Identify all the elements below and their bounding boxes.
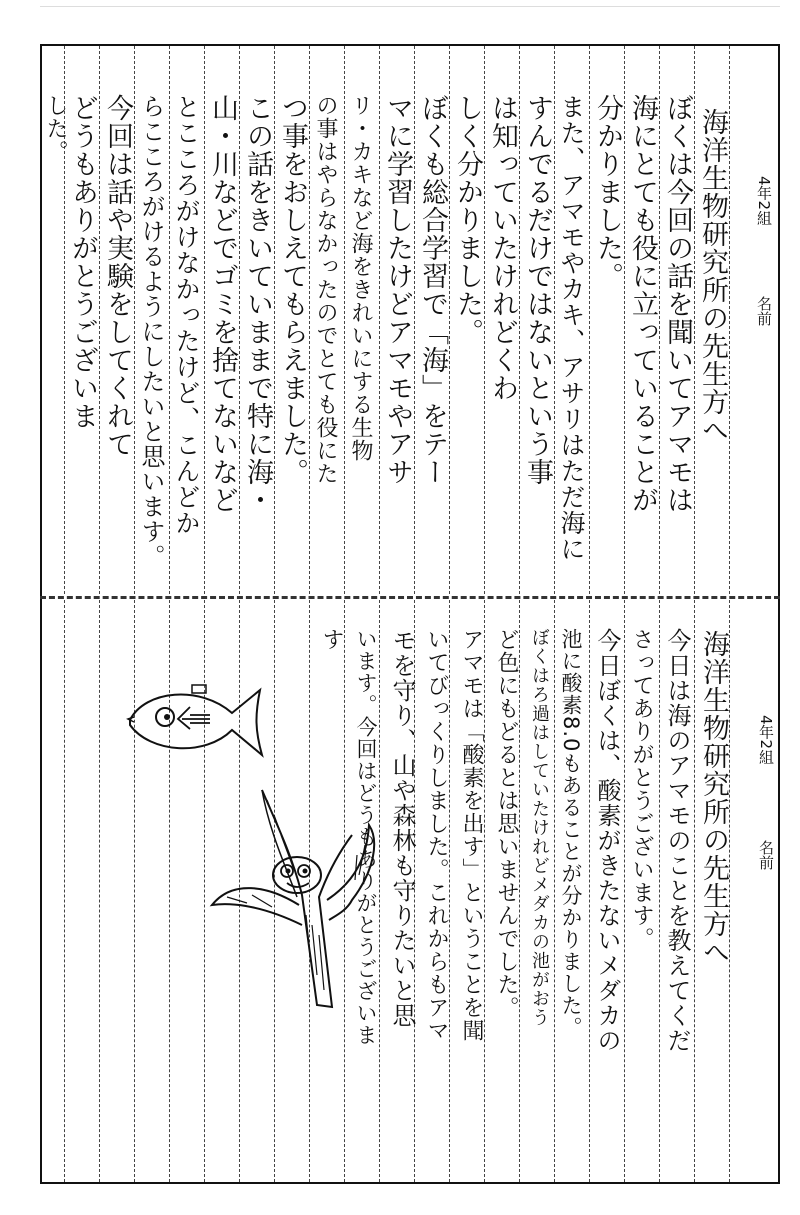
letter-line: ぼくはろ過はしていたけれどメダカの池がおう: [529, 628, 550, 1027]
ruled-line: [589, 46, 590, 594]
upper-letter-sheet: [42, 46, 778, 594]
letter-line: 海洋生物研究所の先生方へ: [697, 108, 728, 444]
letter-line: 今日ぼくは、酸素がきたないメダカの: [593, 628, 621, 1053]
ruled-line: [554, 600, 555, 1182]
letter-line: ど色にもどるとは思いませんでした。: [494, 628, 519, 1019]
lower-letter-sheet: [42, 600, 778, 1182]
letter-line: いてびっくりしました。これからもアマ: [424, 628, 449, 1042]
ruled-line: [64, 600, 65, 1182]
letter-line: 海洋生物研究所の先生方へ: [698, 630, 729, 966]
letter-line: つ事をおしえてもらえました。: [277, 94, 308, 486]
letter-line: とこころがけなかったけど、こんどか: [172, 94, 201, 536]
letter-line: どうもありがとうございま: [67, 94, 98, 430]
ruled-line: [694, 46, 695, 594]
ruled-line: [309, 46, 310, 594]
name-label: 名前: [757, 840, 775, 870]
ruled-line: [659, 600, 660, 1182]
ruled-line: [344, 46, 345, 594]
ruled-line: [449, 600, 450, 1182]
fish-drawing: [120, 675, 270, 765]
ruled-line: [589, 600, 590, 1182]
ruled-line: [239, 46, 240, 594]
letter-line: モを守り、山や森林も守りたいと思: [388, 628, 416, 1028]
letter-line: の事はやらなかったのでとても役にた: [313, 94, 338, 485]
letter-line: 分かりました。: [592, 94, 623, 290]
letter-line: ぼくは今回の話を聞いてアマモは: [662, 94, 693, 514]
letter-line: 今日は海のアマモのことを教えてくだ: [663, 628, 691, 1053]
ruled-line: [729, 46, 730, 594]
letter-line: しく分かりました。: [452, 94, 483, 346]
letter-line: 今回は話や実験をしてくれて: [102, 94, 133, 458]
letter-line: 池に酸素8.0もあることが分かりました。: [559, 628, 583, 1039]
class-label: 4年2組: [757, 715, 775, 765]
ruled-line: [694, 600, 695, 1182]
ruled-line: [134, 46, 135, 594]
letter-line: アマモは「酸素を出す」ということを聞: [459, 628, 484, 1042]
ruled-line: [624, 600, 625, 1182]
letter-line: した。: [43, 94, 68, 163]
ruled-line: [274, 46, 275, 594]
letter-line: 海にとても役に立っていることが: [627, 94, 658, 514]
ruled-line: [554, 46, 555, 594]
letter-line: います。今回はどうもありがとうございま: [354, 628, 378, 1046]
ruled-line: [99, 46, 100, 594]
letter-line: すんでるだけではないという事: [522, 94, 553, 486]
name-label: 名前: [755, 296, 773, 326]
sheet-divider: [40, 596, 780, 599]
ruled-line: [659, 46, 660, 594]
letter-line: ぼくも総合学習で「海」をテー: [417, 94, 448, 486]
ruled-line: [519, 46, 520, 594]
ruled-line: [414, 46, 415, 594]
ruled-line: [624, 46, 625, 594]
letter-line: は知っていたけれどくわ: [487, 94, 518, 402]
letter-line: また、アマモやカキ、アサリはただ海に: [557, 94, 586, 562]
ruled-line: [484, 46, 485, 594]
ruled-line: [99, 600, 100, 1182]
ruled-line: [449, 46, 450, 594]
letter-line: 山・川などでゴミを捨てないなど: [207, 94, 238, 514]
letter-line: マに学習したけどアマモやアサ: [382, 94, 413, 486]
letter-line: らこころがけるようにしたいと思います。: [137, 94, 165, 569]
ruled-line: [484, 600, 485, 1182]
ruled-line: [379, 46, 380, 594]
letter-line: す: [319, 628, 344, 651]
letter-line: さってありがとうございます。: [629, 628, 654, 950]
class-label: 4年2組: [755, 176, 773, 226]
ruled-line: [169, 46, 170, 594]
scan-top-edge: [40, 6, 780, 7]
letter-line: リ・カキなど海をきれいにする生物: [348, 94, 373, 462]
seagrass-character-drawing: [207, 785, 407, 1035]
ruled-line: [204, 46, 205, 594]
letter-line: この話をきいていままで特に海・: [242, 94, 273, 514]
ruled-line: [519, 600, 520, 1182]
ruled-line: [729, 600, 730, 1182]
